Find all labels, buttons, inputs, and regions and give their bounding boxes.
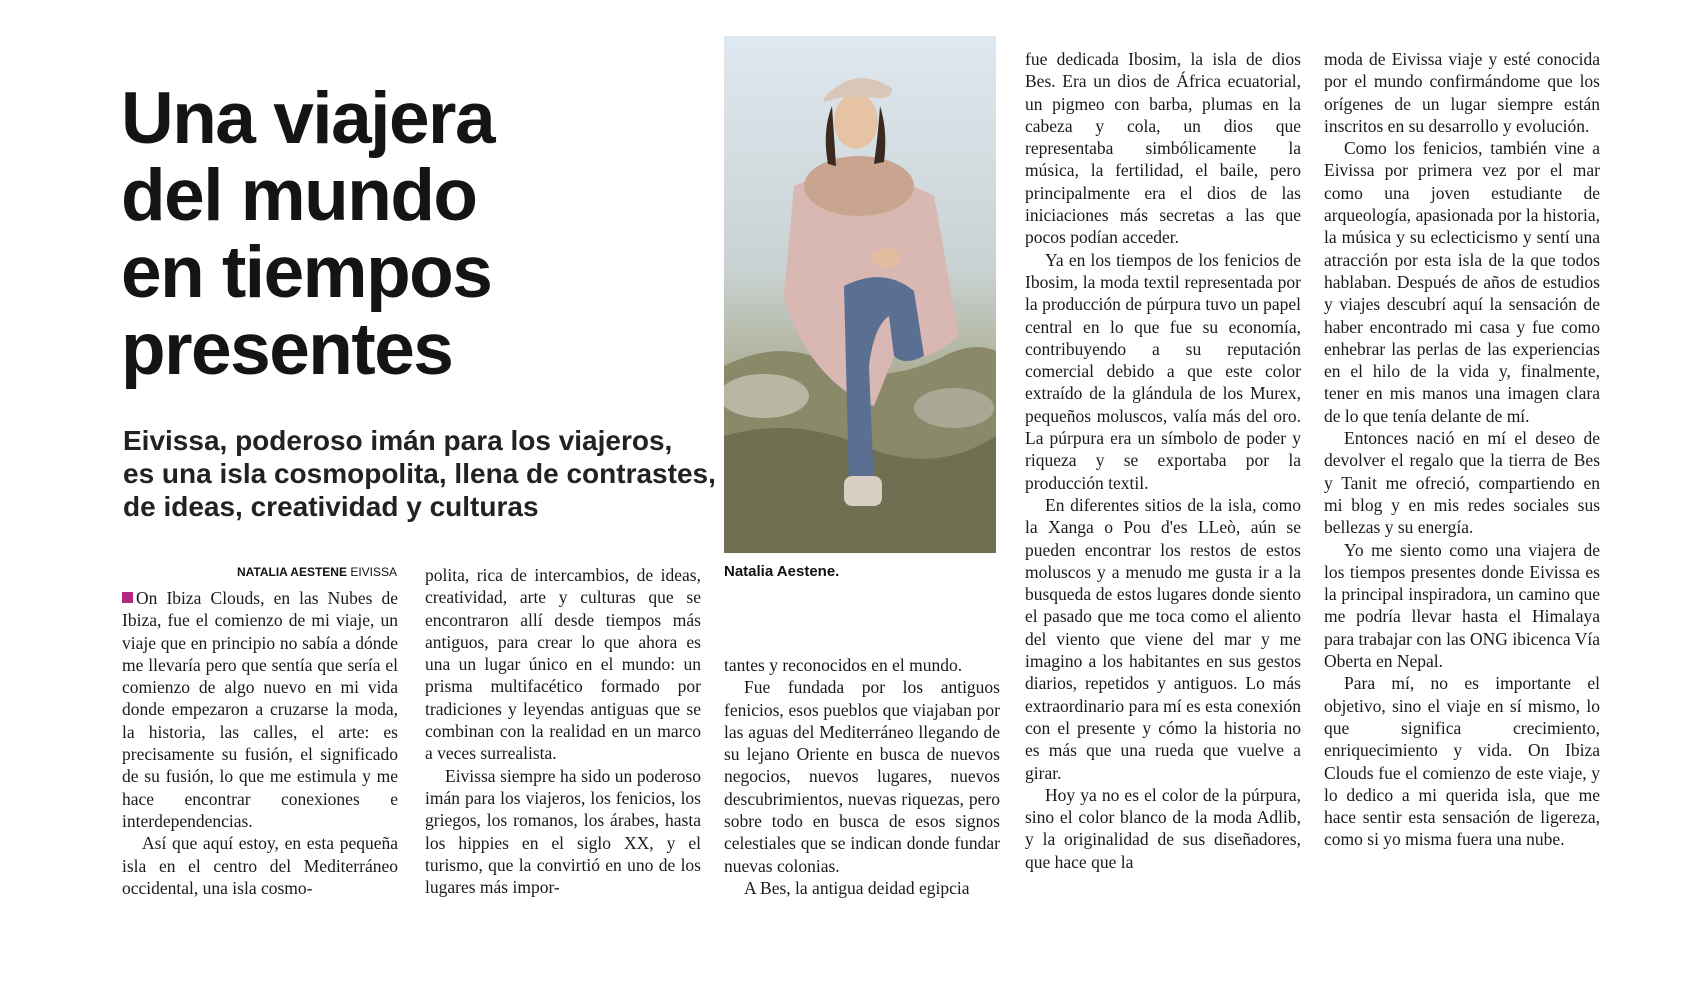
paragraph: Como los fenicios, también vine a Eivissa por primera vez por el mar como una joven estudiante de arqueología, apasionada por la historia, la música y su eclecticismo y sentí una atracción por esta isla de la que todos hablaban. Después de años de estudios y viajes descubrí aquí la sensación de haber encontrado mi casa y fue como enhebrar las perlas de las experiencias en el hilo de la vida y, finalmente, tener en mis manos una imagen clara de lo que tenía delante de mí. bbox=[1324, 138, 1600, 426]
article-column-3 bbox=[724, 654, 1000, 899]
paragraph: Para mí, no es importante el objetivo, sino el viaje en sí mismo, lo que significa crecimiento, enriquecimiento y vida. On Ibiza Clouds fue el comienzo de este viaje, y lo dedico a mi querida isla, que me hace sentir esta sensación de ligereza, como si yo misma fuera una nube. bbox=[1324, 673, 1600, 850]
paragraph: moda de Eivissa viaje y esté conocida por el mundo confirmándome que los orígenes de un lugar siempre están inscritos en su desarrollo y evolución. bbox=[1324, 49, 1600, 136]
article-column-4 bbox=[1025, 48, 1301, 873]
paragraph: En diferentes sitios de la isla, como la Xanga o Pou d'es LLeò, aún se pueden encontrar los restos de estos moluscos y a menudo me gusta ir a la busqueda de estos lugares donde siento el pasado que me toca como el aliento del viento que viene del mar y me imagino a los habitantes en sus gestos diarios, repetidos y antiguos. Lo más extraordinario para mí es esta conexión con el presente y cómo la historia no es más que una rueda que vuelve a girar. bbox=[1025, 494, 1301, 783]
paragraph: tantes y reconocidos en el mundo. bbox=[724, 655, 963, 675]
paragraph: Yo me siento como una viajera de los tiempos presentes donde Eivissa es la principal inspiradora, un camino que me podría llevar hasta el Himalaya para trabajar con las ONG ibicenca Vía Oberta en Nepal. bbox=[1324, 539, 1600, 672]
subtitle-line: Eivissa, poderoso imán para los viajeros, bbox=[123, 425, 673, 456]
byline-location: EIVISSA bbox=[350, 565, 397, 579]
article-column-5 bbox=[1324, 48, 1600, 851]
paragraph: polita, rica de intercambios, de ideas, creatividad, arte y culturas que se encontraron allí desde tiempos más antiguos, para crear lo que ahora es una un lugar único en el mundo: un prisma multifacético formado por tradiciones y leyendas antiguas que se combinan con la realidad en un marco a veces surrealista. bbox=[425, 565, 701, 764]
article-column-2 bbox=[425, 564, 701, 898]
photo-caption: Natalia Aestene. bbox=[724, 563, 840, 580]
paragraph: Entonces nació en mí el deseo de devolver el regalo que la tierra de Bes y Tanit me ofreció, compartiendo en mi blog y en mis redes sociales sus bellezas y su energía. bbox=[1324, 428, 1600, 538]
paragraph bbox=[122, 587, 398, 832]
headline bbox=[121, 80, 681, 388]
subtitle-line: de ideas, creatividad y culturas bbox=[123, 491, 539, 522]
paragraph-text: On Ibiza Clouds, en las Nubes de Ibiza, fue el comienzo de mi viaje, un viaje que en principio no sabía a dónde me llevaría pero que sentía que sería el comienzo de algo nuevo en mi vida donde empezaron a cruzarse la moda, la historia, las calles, el arte: es precisamente su fusión, el significado de su fusión, lo que me estimula y me hace encontrar conexiones e interdependencias. bbox=[122, 588, 398, 831]
byline-author: NATALIA AESTENE bbox=[236, 565, 347, 579]
paragraph: Así que aquí estoy, en esta pequeña isla en el centro del Mediterráneo occidental, una isla cosmo- bbox=[122, 833, 398, 898]
headline-line: Una viajera bbox=[121, 78, 495, 159]
portrait-illustration bbox=[724, 36, 996, 553]
headline-line: en tiempos bbox=[121, 232, 492, 313]
paragraph: fue dedicada Ibosim, la isla de dios Bes. Era un dios de África ecuatorial, un pigmeo con barba, plumas en la cabeza y cola, un dios que representaba simbólicamente la música, la fertilidad, el baile, pero principalmente era el dios de las iniciaciones más secretas a las que pocos podían acceder. bbox=[1025, 49, 1301, 248]
headline-line: del mundo bbox=[121, 155, 477, 236]
subtitle bbox=[123, 424, 723, 523]
paragraph: Ya en los tiempos de los fenicios de Ibosim, la moda textil representada por la producción de púrpura tuvo un papel central en lo que fue su economía, contribuyendo a su reputación comercial debido a que este color extraído de la glándula de los Murex, pequeños moluscos, valía más del oro. La púrpura era un símbolo de poder y riqueza y se exportaba por la producción textil. bbox=[1025, 249, 1301, 493]
portrait-photo bbox=[724, 36, 996, 553]
byline bbox=[123, 565, 397, 579]
paragraph: Fue fundada por los antiguos fenicios, esos pueblos que viajaban por las aguas del Mediterráneo llegando de su lejano Oriente en busca de nuevos negocios, nuevos lugares, nuevos descubrimientos, nuevas riquezas, pero sobre todo en busca de esos signos celestiales que se indican donde fundar nuevas colonias. bbox=[724, 677, 1000, 876]
headline-line: presentes bbox=[121, 309, 453, 390]
paragraph: Eivissa siempre ha sido un poderoso imán para los viajeros, los fenicios, los griegos, los romanos, los árabes, hasta los hippies en el siglo XX, y el turismo, que la convirtió en uno de los lugares más impor- bbox=[425, 765, 701, 898]
section-start-marker bbox=[122, 592, 133, 603]
subtitle-line: es una isla cosmopolita, llena de contrastes, bbox=[123, 458, 716, 489]
paragraph: A Bes, la antigua deidad egipcia bbox=[744, 877, 970, 898]
paragraph: Hoy ya no es el color de la púrpura, sino el color blanco de la moda Adlib, y la originalidad de sus diseñadores, que hace que la bbox=[1025, 784, 1301, 872]
article-column-1 bbox=[122, 587, 398, 899]
